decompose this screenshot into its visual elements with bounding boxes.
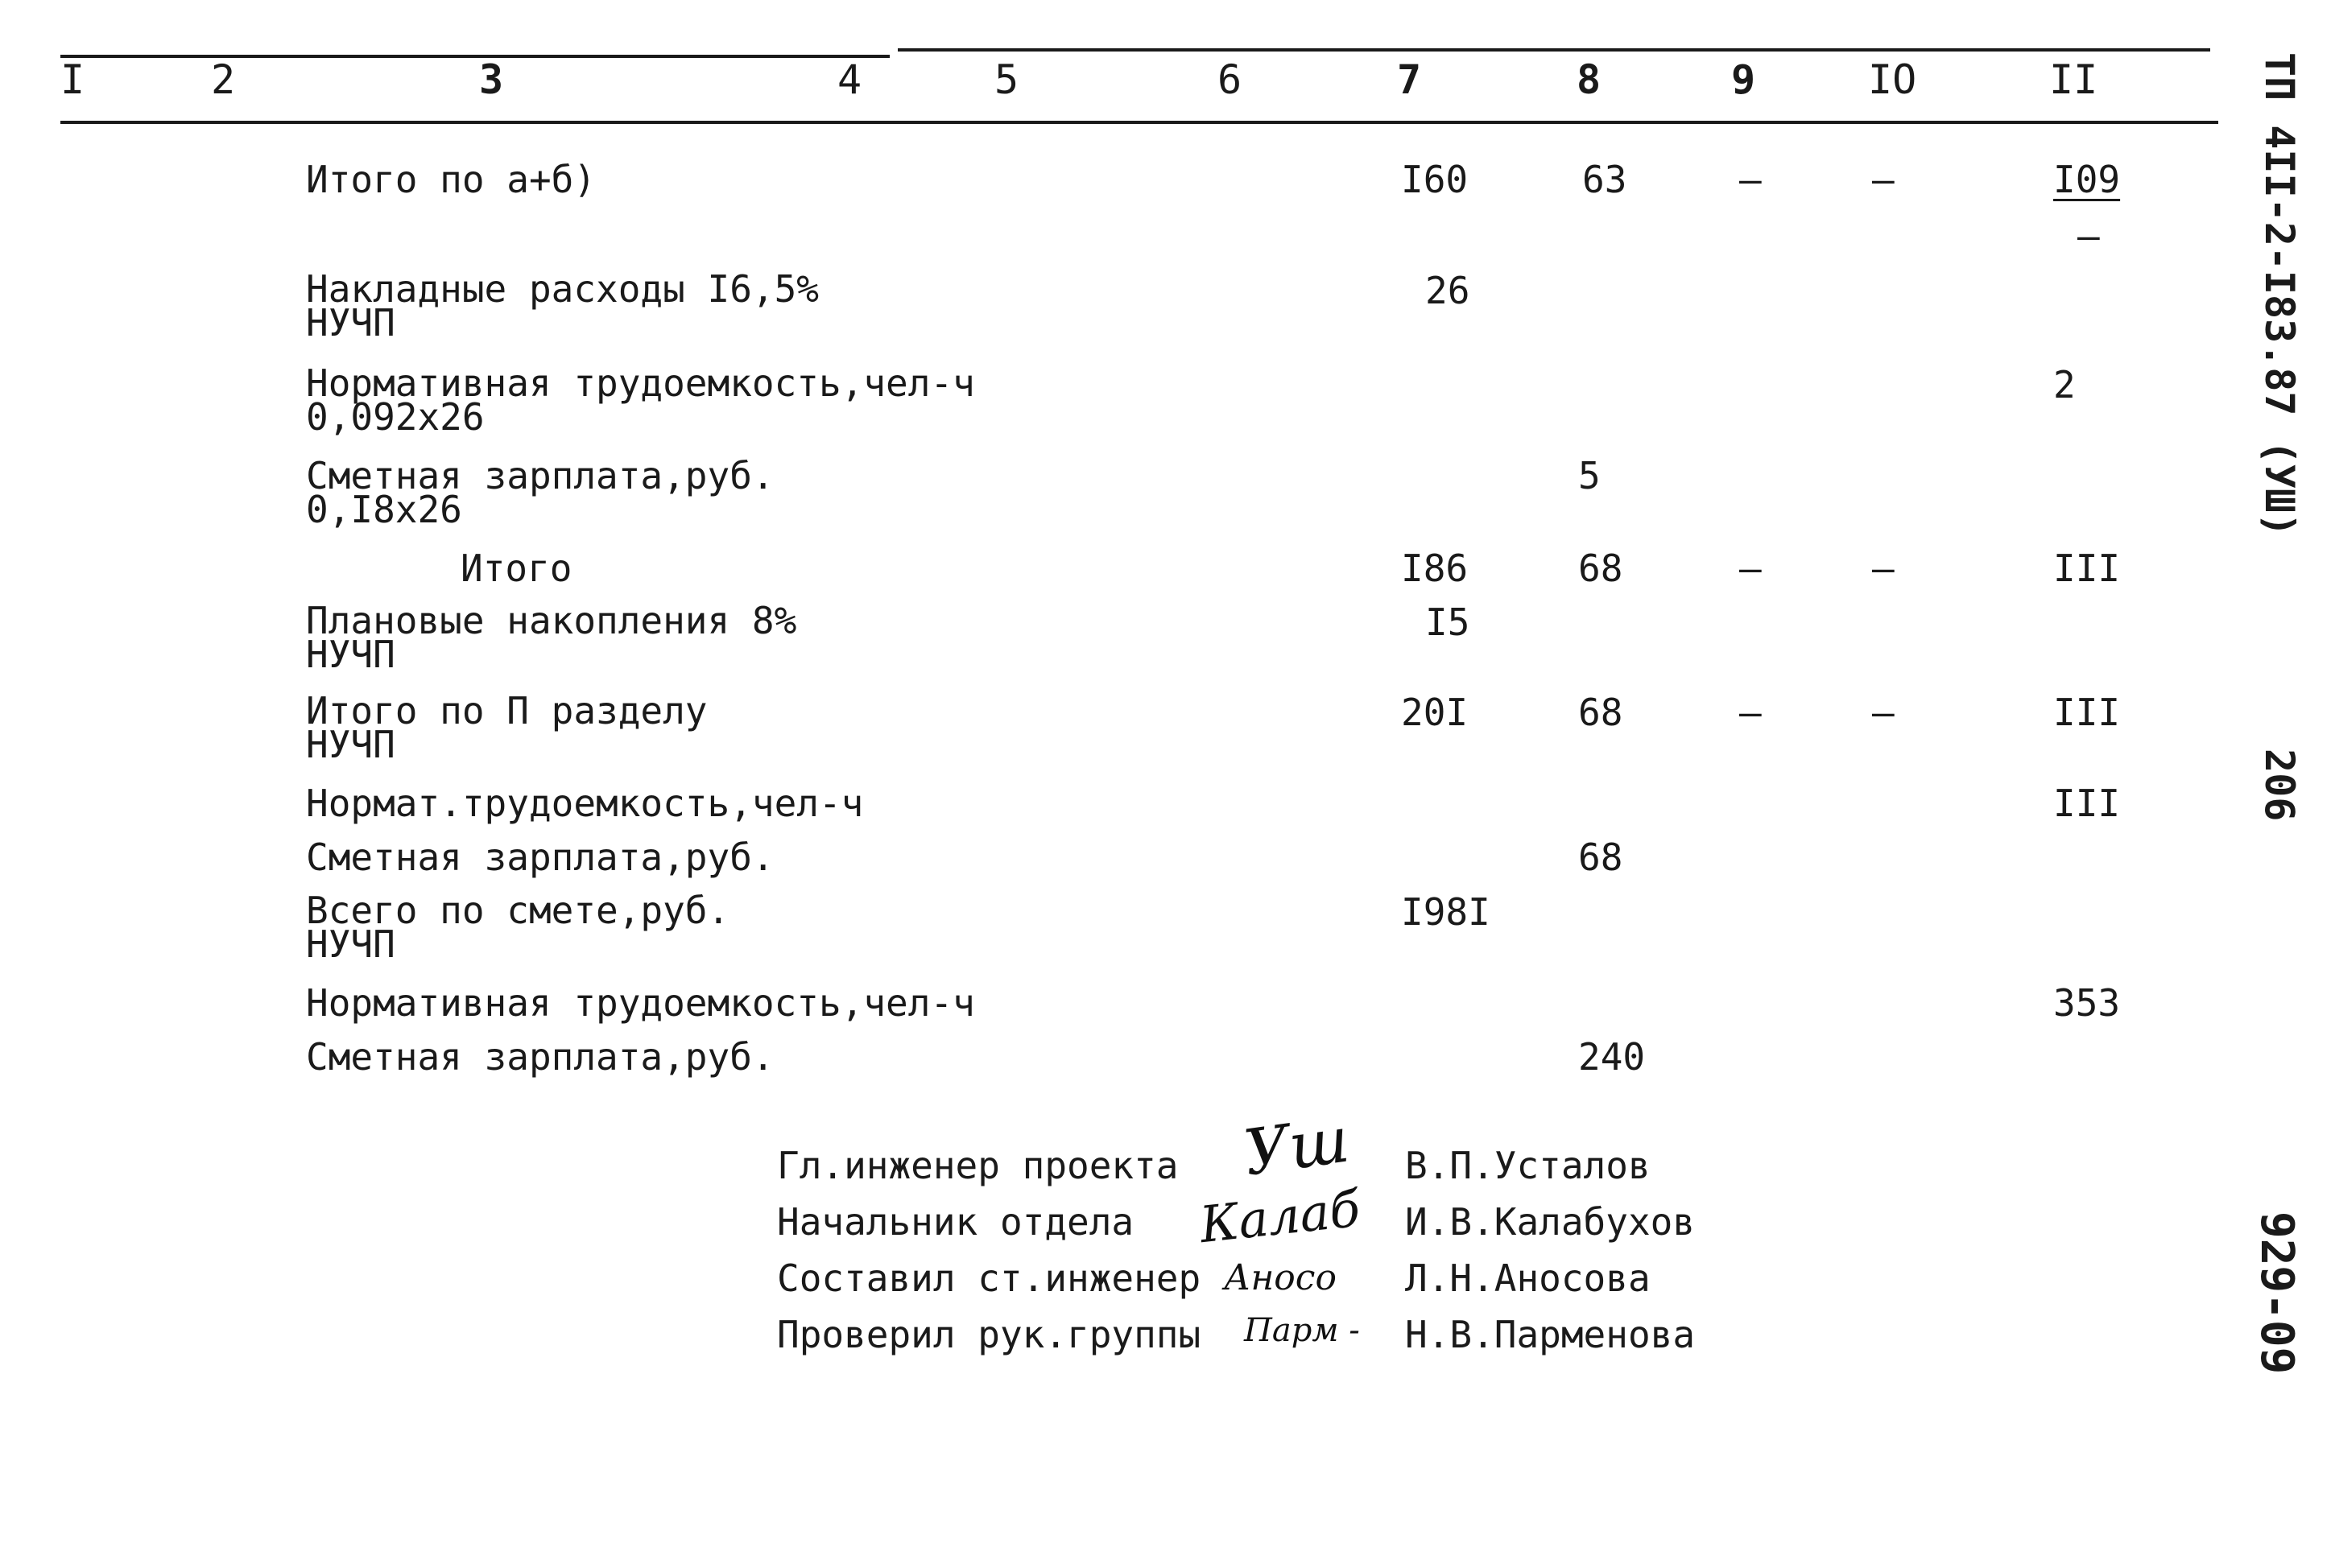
cell-col8: 68 [1578,547,1623,590]
cell-col8: 240 [1578,1035,1646,1079]
signature-name: Н.В.Парменова [1405,1313,1696,1356]
inventory-number: 929-09 [2250,1211,2303,1375]
signature-name: В.П.Усталов [1405,1144,1651,1187]
row-label: Нормативная трудоемкость,чел-ч [306,981,975,1025]
col-header-7: 7 [1397,56,1422,103]
signature-name: И.В.Калабухов [1405,1200,1696,1244]
cell-col7: I60 [1401,158,1469,201]
col-header-2: 2 [211,56,236,103]
top-rule-right [898,48,2210,52]
col-header-4: 4 [837,56,862,103]
cell-col11-dash: – [2077,214,2100,258]
cell-col11: III [2053,782,2121,825]
col-header-3: 3 [479,56,504,103]
col-header-10: IO [1868,56,1917,103]
row-label-line: Нормативная трудоемкость,чел-ч [306,361,975,405]
cell-col11: I09 [2053,158,2121,201]
page-number: 206 [2256,749,2303,822]
col-header-9: 9 [1731,56,1756,103]
signature-position: Проверил рук.группы [777,1313,1201,1356]
col-header-5: 5 [994,56,1019,103]
row-label: Итого по а+б) [306,158,597,201]
signature-name: Л.Н.Аносова [1405,1256,1651,1300]
cell-col10: – [1872,547,1895,590]
row-label-line: НУЧП [306,301,395,345]
row-label-line: Сметная зарплата,руб. [306,454,775,497]
cell-col8: 5 [1578,454,1601,497]
cell-col7: I86 [1401,547,1469,590]
cell-col7: 20I [1401,691,1469,734]
row-label [306,267,819,345]
cell-col10: – [1872,158,1895,201]
row-label-line: НУЧП [306,633,395,677]
cell-col9: – [1739,547,1762,590]
row-label-line: Накладные расходы I6,5% [306,267,819,311]
row-label: Итого [461,547,572,590]
row-label-line: НУЧП [306,723,395,767]
header-underline [60,121,2218,124]
cell-col8: 68 [1578,691,1623,734]
row-label: Нормат.трудоемкость,чел-ч [306,782,864,825]
row-label [306,599,797,677]
col-header-11: II [2049,56,2098,103]
handwritten-signature: Калаб [1196,1178,1363,1255]
handwritten-signature: Парм - [1244,1312,1360,1349]
col-header-8: 8 [1577,56,1602,103]
top-rule-left [60,55,890,58]
row-label-line: 0,092x26 [306,395,485,439]
cell-col11: III [2053,547,2121,590]
document-code: ТП 4II-2-I83.87 (УШ) [2256,52,2303,538]
col-header-6: 6 [1217,56,1242,103]
col-header-1: I [60,56,85,103]
cell-col9: – [1739,158,1762,201]
row-label [306,889,730,967]
cell-col10: – [1872,691,1895,734]
row-label [306,361,975,439]
signature-position: Начальник отдела [777,1200,1135,1244]
cell-col11: 2 [2053,363,2076,406]
cell-col8: 63 [1582,158,1627,201]
row-label-line: Итого по П разделу [306,689,708,732]
signature-position: Гл.инженер проекта [777,1144,1179,1187]
cell-col8: 68 [1578,836,1623,879]
row-label: Сметная зарплата,руб. [306,836,775,879]
cell-col9: – [1739,691,1762,734]
row-label-line: Всего по смете,руб. [306,889,730,932]
row-label [306,454,775,532]
signature-position: Составил ст.инженер [777,1256,1201,1300]
handwritten-signature: Аносо [1224,1257,1337,1298]
row-label: Сметная зарплата,руб. [306,1035,775,1079]
cell-col11: III [2053,691,2121,734]
row-label-line: НУЧП [306,922,395,967]
handwritten-signature: Уш [1239,1104,1354,1190]
row-label [306,689,708,767]
cell-col11: 353 [2053,981,2121,1025]
row-label-line: 0,I8x26 [306,488,462,532]
cell-col7: 26 [1425,269,1470,312]
cell-col7: I98I [1401,890,1490,934]
row-label-line: Плановые накопления 8% [306,599,797,642]
cell-col7: I5 [1425,600,1470,644]
